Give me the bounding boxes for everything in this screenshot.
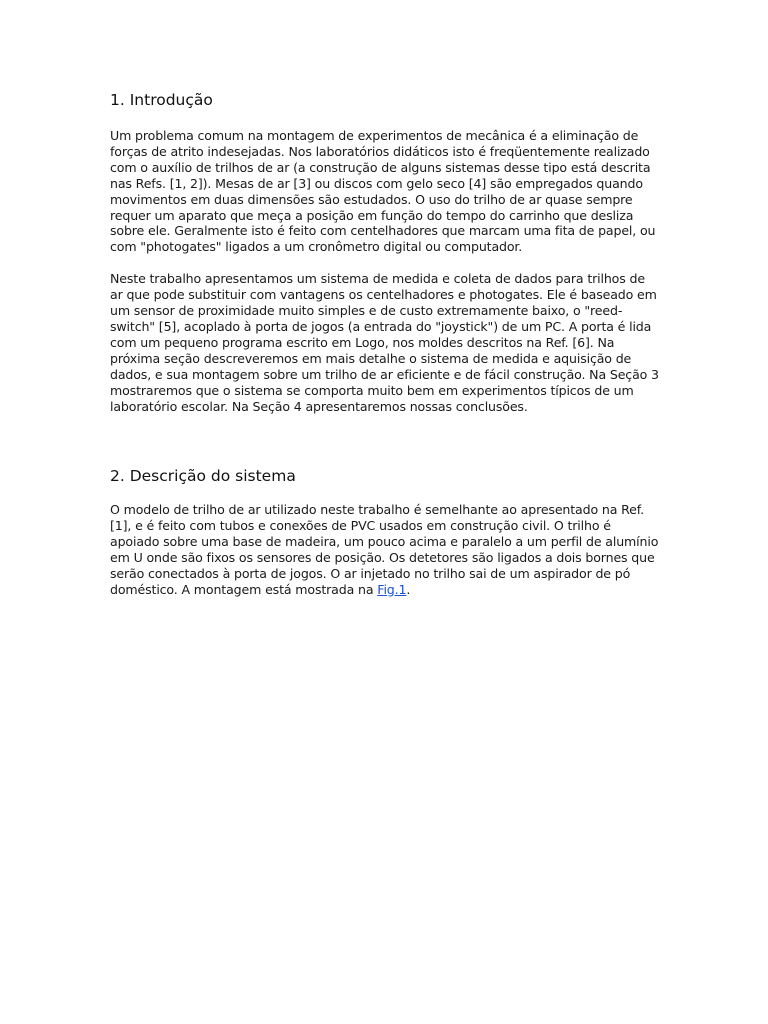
document-page xyxy=(110,88,660,598)
paragraph-introducao-1: Um problema comum na montagem de experimentos de mecânica é a eliminação de forças de atrito indesejadas. Nos laboratórios didáticos isto é freqüentemente realizado com o auxílio de trilhos de ar (a construção de alguns sistemas desse tipo está descrita nas Refs. [1, 2]). Mesas de ar [3] ou discos com gelo seco [4] são empregados quando movimentos em duas dimensões são estudados. O uso do trilho de ar quase sempre requer um aparato que meça a posição em função do tempo do carrinho que desliza sobre ele. Geralmente isto é feito com centelhadores que marcam uma fita de papel, ou com "photogates" ligados a um cronômetro digital ou computador. xyxy=(110,128,656,255)
fig1-link[interactable]: Fig.1 xyxy=(377,581,407,597)
paragraph-text-before-link: O modelo de trilho de ar utilizado neste trabalho é semelhante ao apresentado na Ref. [1], e é feito com tubos e conexões de PVC usados em construção civil. O trilho é apoiado sobre uma base de madeira, um pouco acima e paralelo a um perfil de alumínio em U onde são fixos os sensores de posição. Os detetores são ligados a dois bornes que serão conectados à porta de jogos. O ar injetado no trilho sai de um aspirador de pó doméstico. A montagem está mostrada na xyxy=(110,502,659,597)
section-title-introducao: 1. Introdução xyxy=(110,91,213,109)
section-title-descricao-sistema: 2. Descrição do sistema xyxy=(110,467,296,486)
paragraph-text-after-link: . xyxy=(406,581,411,597)
paragraph-descricao-sistema xyxy=(110,502,660,597)
paragraph-introducao-2: Neste trabalho apresentamos um sistema de medida e coleta de dados para trilhos de ar que pode substituir com vantagens os centelhadores e photogates. Ele é baseado em um sensor de proximidade muito simples e de custo extremamente baixo, o "reed-switch" [5], acoplado à porta de jogos (a entrada do "joystick") de um PC. A porta é lida com um pequeno programa escrito em Logo, nos moldes descritos na Ref. [6]. Na próxima seção descreveremos em mais detalhe o sistema de medida e aquisição de dados, e sua montagem sobre um trilho de ar eficiente e de fácil construção. Na Seção 3 mostraremos que o sistema se comporta muito bem em experimentos típicos de um laboratório escolar. Na Seção 4 apresentaremos nossas conclusões. xyxy=(110,271,659,414)
